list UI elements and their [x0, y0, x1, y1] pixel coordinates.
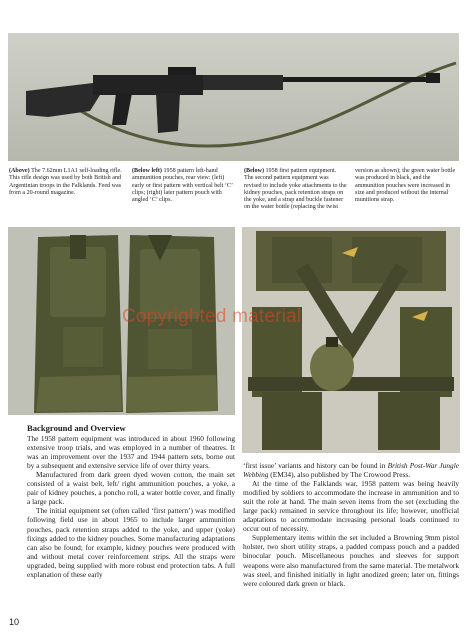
caption-above-text: The 7.62mm L1A1 self-loading rifle. This rifle design was used by both British and Argentinian troops in the Falklands. Feed was from a 20-round magazine. — [9, 168, 122, 196]
caption-above-lead: (Above) — [9, 168, 30, 174]
body-right-p1-start: ‘first issue’ variants and history can be found in — [243, 461, 388, 470]
body-left-paragraph-1: The 1958 pattern equipment was introduced in about 1960 following extensive troop trials, and was employed in a number of theatres. It was an improvement over the 1937 and 1944 pattern sets, borne out by a subsequent and extensive service life of over thirty years. — [27, 434, 235, 471]
rifle-photo — [8, 33, 459, 161]
body-right-p1-end: (EM34), also published by The Crowood Press. — [268, 470, 411, 480]
caption-below — [244, 168, 458, 220]
caption-below-left-lead: (Below left) — [132, 168, 162, 174]
page-number: 10 — [9, 617, 20, 627]
equipment-set-illustration — [242, 227, 460, 453]
section-heading: Background and Overview — [27, 423, 126, 433]
body-right-paragraph-2: At the time of the Falklands war, 1958 pattern was being heavily modified by soldiers to accommodate the increase in ammunition and to suit the role at hand. The main seven items from the set (excluding the large pack) remained in service throughout its life; however, unofficial adaptations to accommodate increasing personal loads continued to occur out of necessity. — [243, 479, 459, 534]
body-left-paragraph-2: Manufactured from dark green dyed woven cotton, the main set consisted of a waist belt, left/ right ammunition pouches, a yoke, a pair of kidney pouches, a poncho roll, a water bottle cover, and finally a large pack. — [27, 470, 235, 507]
caption-above — [9, 168, 127, 197]
body-right-paragraph-1 — [243, 461, 459, 479]
caption-below-left — [132, 168, 236, 204]
caption-below-left-text: 1958 pattern left-hand ammunition pouches, rear view: (left) early or first pattern with vertical belt ‘C’ clips; (right) later pattern pouch with angled ‘C’ clips. — [132, 168, 233, 204]
body-left-column — [27, 424, 235, 579]
caption-below-lead: (Below) — [244, 168, 264, 174]
body-right-paragraph-3: Supplementary items within the set included a Browning 9mm pistol holster, two short utility straps, a padded compass pouch and a padded binocular pouch. Miscellaneous pouches and sleeves for support weapons were also manufactured from the same material. The metalwork was steel, and finished initially in light anodized green; later on, fittings were coloured dark green or black. — [243, 533, 459, 588]
body-right-column — [243, 461, 459, 588]
body-left-paragraph-3: The initial equipment set (often called ‘first pattern’) was modified following field use in about 1965 to include larger ammunition pouches, pack retention straps added to the yoke, and upper (yoke) fixings added to the kidney pouches. Some manufacturing adaptations can also be found; for example, kidney pouches were produced with and without metal cover reinforcement strips. All the straps were upgraded, being supplied with more robust end protection tabs. A full explanation of these early — [27, 506, 235, 579]
equipment-set-photo — [242, 227, 460, 453]
body-right-p1-title: British Post-War Jungle Webbing — [243, 461, 459, 480]
caption-below-text: 1958 first pattern equipment. The second pattern equipment was revised to include yoke attachments to the kidney pouches, pack retention straps on the yoke, and a strap and buckle fastener on the water bottle (replacing the twist version as shown); the green water bottle was produced in black, and the ammunition pouches were increased in size and produced without the internal munitions strap. — [244, 168, 456, 211]
rifle-illustration — [8, 33, 459, 161]
watermark: Copyrighted material — [122, 306, 302, 327]
